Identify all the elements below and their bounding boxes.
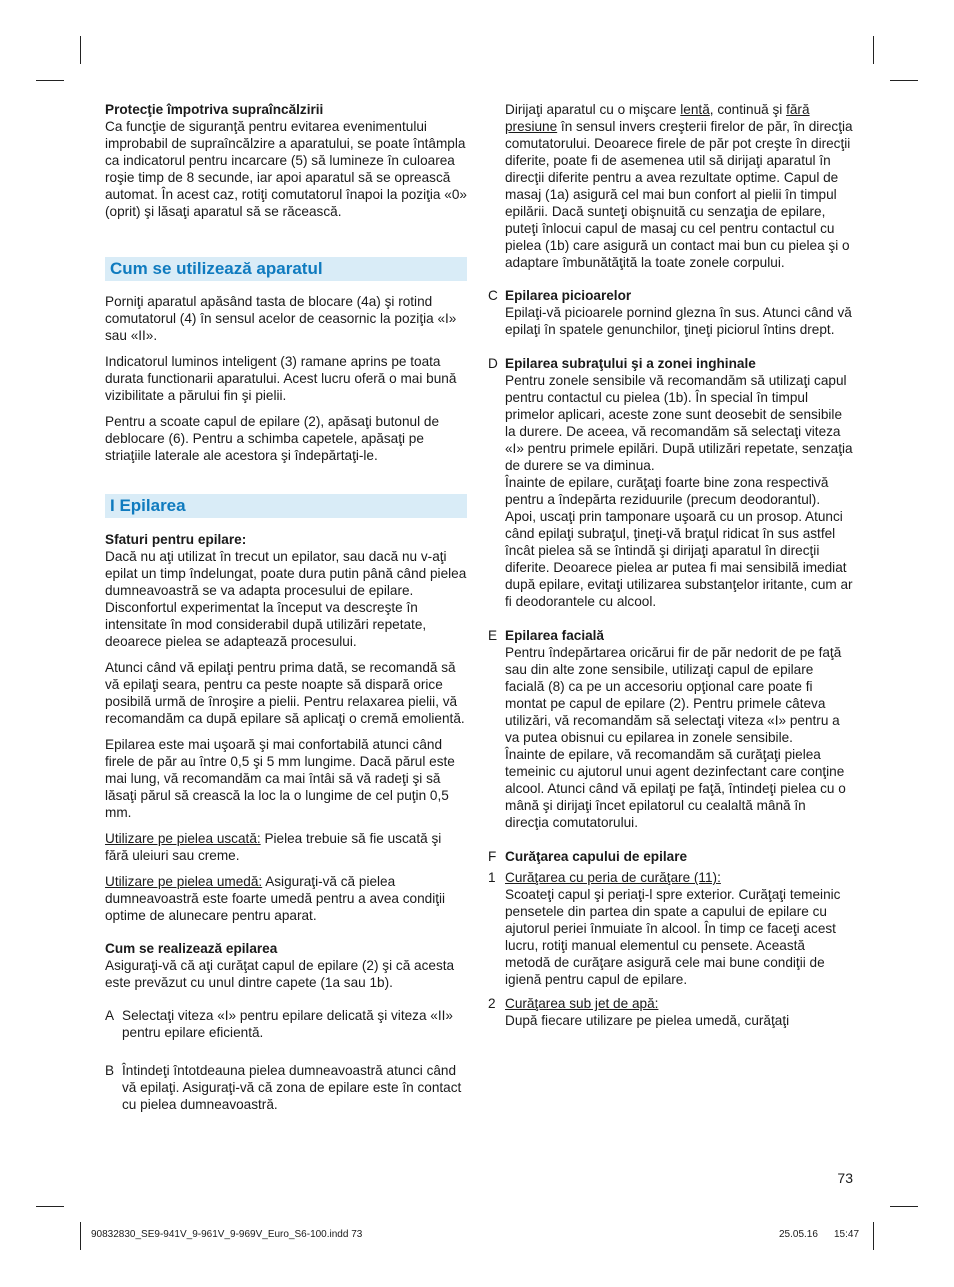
step-b-label: B (105, 1063, 115, 1078)
section-f-step-2-label: 2 (488, 996, 496, 1011)
section-e-label: E (488, 628, 498, 643)
section-f-step-2-title: Curăţarea sub jet de apă: (505, 996, 659, 1011)
page-number: 73 (837, 1170, 853, 1186)
section-d (488, 355, 853, 610)
intro-text (505, 101, 853, 271)
section-d-title: Epilarea subraţului şi a zonei inghinale (505, 356, 756, 371)
crop-mark (873, 36, 874, 64)
usage-paragraph-1: Porniţi aparatul apăsând tasta de blocare (4a) şi rotind comutatorul (4) în sensul acelor de ceasornic la poziţia «I» sau «II». (105, 294, 457, 343)
section-c-text: Epilaţi-vă picioarele pornind glezna în sus. Atunci când vă epilaţi în spatele genunchilor, ţineţi piciorul întins drept. (505, 305, 852, 337)
wet-skin-paragraph (105, 873, 467, 924)
footer-date: 25.05.16 (779, 1229, 818, 1240)
tips-title: Sfaturi pentru epilare: (105, 532, 247, 547)
footer-time: 15:47 (834, 1229, 860, 1240)
tips-paragraph-2: Atunci când vă epilaţi pentru prima dată, se recomandă să vă epilaţi seara, pentru ca peste noapte să dispară orice posibilă urmă de înroşire a pielii. Pentru relaxarea pielii, vă recomandăm ca după epilare să aplicaţi o cremă emolientă. (105, 660, 465, 726)
section-f-step-1-title: Curăţarea cu peria de curăţare (11): (505, 870, 721, 885)
section-f-step-1-text: Scoateţi capul şi periaţi-l spre exterior. Curăţaţi temeinic pensetele din partea din spate a capului de epilare cu ajutorul periei înmuiate în alcool. În timp ce faceţi acest lucru, rotiţi manual elementul cu pensete. Această metodă de curăţare asigură cele mai bune condiţii de igienă pentru capul de epilare. (505, 887, 841, 987)
how-to-text: Asiguraţi-vă că aţi curăţat capul de epilare (2) şi că acesta este prevăzut cu unul dintre capete (1a sau 1b). (105, 958, 455, 990)
section-heading-usage: Cum se utilizează aparatul (105, 257, 467, 281)
intro-text-a: Dirijaţi aparatul cu o mişcare (505, 102, 681, 117)
tips-paragraph-3: Epilarea este mai uşoară şi mai confortabilă atunci când firele de păr au între 0,5 şi 5 mm lungime. Dacă părul este mai lung, vă recomandăm ca mai întâi să vă radeţi şi să lăsaţi părul să crească la loc la o lungime de cel puţin 0,5 mm. (105, 737, 455, 820)
crop-mark (80, 1222, 81, 1250)
overheat-text: Ca funcţie de siguranţă pentru evitarea evenimentului improbabil de supraîncălzire a aparatului, se poate întâmpla ca indicatorul pentru incarcare (5) să lumineze în culoarea roşie timp de 8 secunde, iar apoi aparatul să se oprească automat. În acest caz, rotiţi comutatorul înapoi la poziţia «0» (oprit) şi lăsaţi aparatul să se răcească. (105, 119, 467, 219)
section-e-text-1: Pentru îndepărtarea oricărui fir de păr nedorit de pe faţă sau din alte zone sensibile, utilizaţi capul de epilare facială (8) ca pe un accesoriu opţional care poate fi montat pe capul de epilare (2). Pentru primele câteva utilizări, vă recomandăm să selectaţi viteza «I» pentru a va putea obisnui cu epilarea in zonele sensibile. (505, 645, 842, 745)
section-c-title: Epilarea picioarelor (505, 288, 632, 303)
intro-text-c: în sensul invers creşterii firelor de păr, în direcţia comutatorului. Deoarece firele de păr pot creşte în direcţii diferite, poate fi de asemenea util să dirijaţi aparatul în direcţii diferite pentru a avea rezultate optime. Capul de masaj (1a) asigură cel mai bun confort al pielii în timpul epilării. Dacă sunteţi obişnuită cu senzaţia de epilare, puteţi înlocui capul de masaj cu cel pentru contactul cu pielea (1b) care asigură un contact mai bun cu pielea şi o adaptare îmbunătăţită la toate zonele corpului. (505, 119, 853, 270)
section-f-step-2 (488, 995, 853, 1029)
section-e-text-2: Înainte de epilare, vă recomandăm să curăţaţi pielea temeinic cu ajutorul unui agent dezinfectant care conţine alcool. Atunci când vă epilaţi pe faţă, întindeţi pielea cu o mână şi dirijaţi încet epilatorul cu cealaltă mână în direcţia comutatorului. (505, 747, 846, 830)
crop-mark (890, 1206, 918, 1207)
step-a (105, 1007, 467, 1041)
overheat-title: Protecţie împotriva supraîncălzirii (105, 102, 324, 117)
section-c-label: C (488, 288, 498, 303)
wet-skin-text: Asiguraţi-vă că pielea dumneavoastră este foarte umedă pentru a avea condiţii optime de alunecare pentru aparat. (105, 874, 446, 923)
section-f-step-1-label: 1 (488, 870, 496, 885)
usage-paragraph-2: Indicatorul luminos inteligent (3) ramane aprins pe toata durata functionarii aparatului. Acest lucru oferă o mai bună vizibilitate a părului fin şi pielii. (105, 354, 457, 403)
left-column (105, 101, 467, 1113)
intro-underline-slow: lentă (680, 102, 710, 117)
step-b-text: Întindeţi întotdeauna pielea dumneavoastră atunci când vă epilaţi. Asiguraţi-vă că zona de epilare este în contact cu pielea dumneavoastră. (122, 1063, 462, 1112)
crop-mark (36, 1206, 64, 1207)
how-to-title: Cum se realizează epilarea (105, 941, 278, 956)
intro-block (488, 101, 853, 271)
dry-skin-label: Utilizare pe pielea uscată: (105, 831, 261, 846)
section-f-title: Curăţarea capului de epilare (505, 849, 688, 864)
step-a-label: A (105, 1008, 115, 1023)
section-f-step-2-text: După fiecare utilizare pe pielea umedă, curăţaţi (505, 1013, 790, 1028)
step-a-text: Selectaţi viteza «I» pentru epilare delicată şi viteza «II» pentru epilare eficientă. (122, 1008, 453, 1040)
usage-paragraph-3: Pentru a scoate capul de epilare (2), apăsaţi butonul de deblocare (6). Pentru a schimba capetele, apăsaţi pe striaţiile laterale ale acestora şi îndepărtaţi-le. (105, 414, 440, 463)
wet-skin-label: Utilizare pe pielea umedă: (105, 874, 263, 889)
crop-mark (36, 80, 64, 81)
crop-mark (890, 80, 918, 81)
section-f (488, 848, 853, 865)
crop-mark (80, 36, 81, 64)
section-f-label: F (488, 849, 497, 864)
section-f-step-1 (488, 869, 853, 988)
section-e (488, 627, 853, 831)
footer-file-info: 90832830_SE9-941V_9-961V_9-969V_Euro_S6-100.indd 73 (91, 1229, 363, 1240)
dry-skin-text: Pielea trebuie să fie uscată şi fără uleiuri sau creme. (105, 831, 442, 863)
section-d-label: D (488, 356, 498, 371)
step-b (105, 1062, 467, 1113)
section-heading-epilation: I Epilarea (105, 494, 467, 518)
right-column (488, 101, 853, 1029)
intro-underline-pressure: fără presiune (505, 102, 810, 134)
tips-paragraph-1: Dacă nu aţi utilizat în trecut un epilator, sau dacă nu v-aţi epilat un timp îndelungat, poate dura putin până când pielea dumneavoastră se va adapta procesului de epilare. Disconfortul experimentat la început va descreşte în intensitate în mod considerabil după utilizări repetate, deoarece pielea se adaptează procesului. (105, 549, 467, 649)
section-d-text-2: Înainte de epilare, curăţaţi foarte bine zona respectivă pentru a îndepărta reziduurile (precum deodorantul). Apoi, uscaţi prin tamponare uşoară cu un prosop. Atunci când epilaţi subraţul, ţineţi-vă braţul ridicat în sus astfel încât pielea să se întindă şi dirijaţi aparatul în direcţii diferite. Deoarece pielea ar putea fi mai sensibilă imediat după epilare, evitaţi utilizarea substanţelor iritante, cum ar fi deodorantele cu alcool. (505, 475, 853, 609)
section-e-title: Epilarea facială (505, 628, 604, 643)
section-c (488, 287, 853, 338)
intro-text-b: , continuă şi (709, 102, 787, 117)
crop-mark (873, 1222, 874, 1250)
dry-skin-paragraph (105, 830, 467, 864)
section-d-text-1: Pentru zonele sensibile vă recomandăm să utilizaţi capul pentru contactul cu pielea (1b). În special în timpul primelor aplicari, aceste zone sunt deosebit de sensibile la durere. De aceea, vă recomandăm să selectaţi viteza «I» pentru primele epilări. După utilizări repetate, senzaţia de durere se va diminua. (505, 373, 853, 473)
